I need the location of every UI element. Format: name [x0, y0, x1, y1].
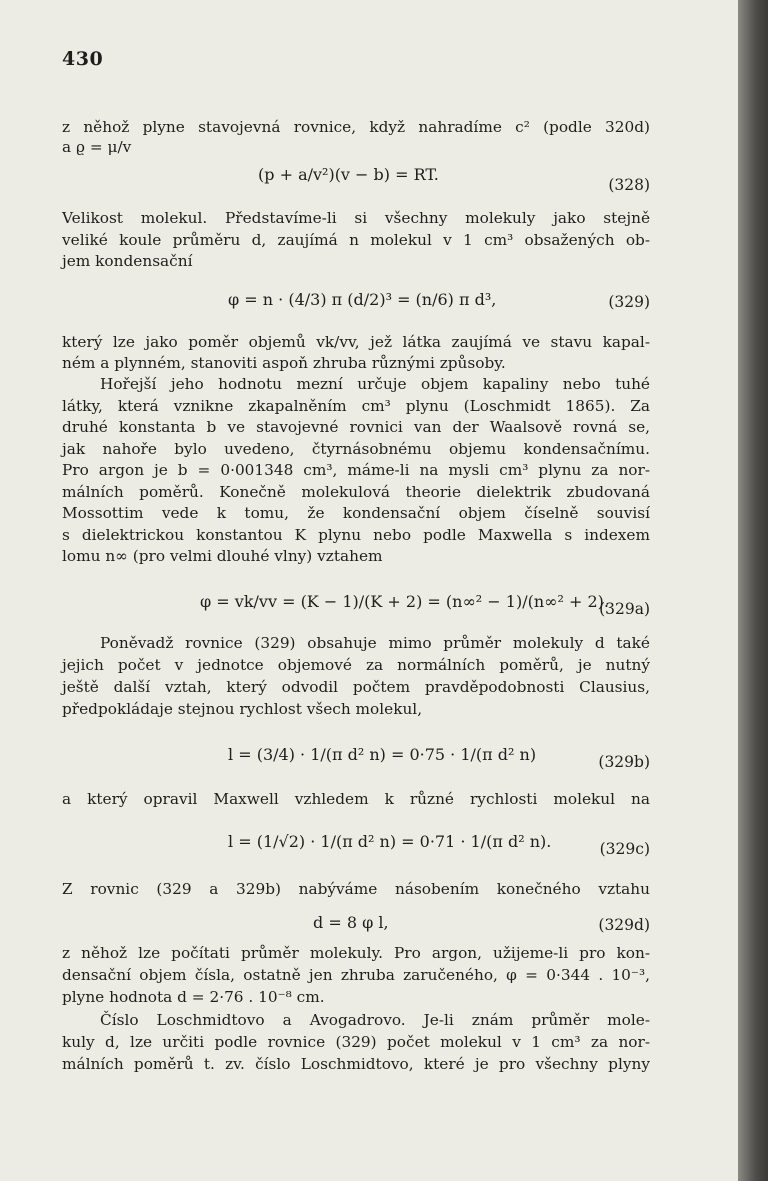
text-line: z něhož lze počítati průměr molekuly. Pro argon, užijeme-li pro kon-: [62, 944, 650, 962]
text-line: Hořejší jeho hodnotu mezní určuje objem kapaliny nebo tuhé: [100, 375, 650, 393]
book-gutter: [738, 0, 768, 1181]
text-line: densační objem čísla, ostatně jen zhruba zaručeného, φ = 0·344 . 10⁻³,: [62, 966, 650, 984]
equation-label: (329d): [598, 916, 650, 934]
text-line: a který opravil Maxwell vzhledem k různé rychlosti molekul na: [62, 790, 650, 808]
text-line: ještě další vztah, který odvodil počtem pravděpodobnosti Clausius,: [62, 678, 650, 696]
equation-label: (328): [608, 176, 650, 194]
equation-label: (329a): [599, 600, 650, 618]
text-line: málních poměrů t. zv. číslo Loschmidtovo, které je pro všechny plyny: [62, 1055, 650, 1073]
text-line: Poněvadž rovnice (329) obsahuje mimo průměr molekuly d také: [100, 634, 650, 652]
text-line: z něhož plyne stavojevná rovnice, když nahradíme c² (podle 320d): [62, 118, 650, 136]
text-line: Mossottim vede k tomu, že kondensační objem číselně souvisí: [62, 504, 650, 522]
text-line: a ϱ = μ/v: [62, 138, 132, 156]
equation-328: (p + a/v²)(v − b) = RT.: [258, 165, 439, 184]
text-line: lomu n∞ (pro velmi dlouhé vlny) vztahem: [62, 547, 383, 565]
text-line: předpokládaje stejnou rychlost všech molekul,: [62, 700, 423, 718]
text-line: Velikost molekul. Představíme-li si všechny molekuly jako stejně: [62, 209, 650, 227]
equation-label: (329c): [599, 840, 650, 858]
text-line: s dielektrickou konstantou K plynu nebo podle Maxwella s indexem: [62, 526, 650, 544]
text-line: Z rovnic (329 a 329b) nabýváme násobením konečného vztahu: [62, 880, 650, 898]
equation-329b: l = (3/4) · 1/(π d² n) = 0·75 · 1/(π d² n): [228, 745, 537, 764]
equation-329d: d = 8 φ l,: [313, 913, 389, 932]
equation-329a: φ = vk/vv = (K − 1)/(K + 2) = (n∞² − 1)/(n∞² + 2).: [200, 592, 609, 611]
text-line: látky, která vznikne zkapalněním cm³ plynu (Loschmidt 1865). Za: [62, 397, 650, 415]
equation-329: φ = n · (4/3) π (d/2)³ = (n/6) π d³,: [228, 290, 497, 309]
text-line: Číslo Loschmidtovo a Avogadrovo. Je-li znám průměr mole-: [100, 1011, 650, 1029]
text-line: jem kondensační: [62, 252, 193, 270]
text-line: který lze jako poměr objemů vk/vv, jež látka zaujímá ve stavu kapal-: [62, 333, 650, 351]
text-line: Pro argon je b = 0·001348 cm³, máme-li na mysli cm³ plynu za nor-: [62, 461, 650, 479]
text-line: jak nahoře bylo uvedeno, čtyrnásobnému objemu kondensačnímu.: [62, 440, 650, 458]
text-line: jejich počet v jednotce objemové za normálních poměrů, je nutný: [62, 656, 650, 674]
text-line: veliké koule průměru d, zaujímá n molekul v 1 cm³ obsažených ob-: [62, 231, 650, 249]
text-line: málních poměrů. Konečně molekulová theorie dielektrik zbudovaná: [62, 483, 650, 501]
text-line: kuly d, lze určiti podle rovnice (329) počet molekul v 1 cm³ za nor-: [62, 1033, 650, 1051]
equation-label: (329b): [598, 753, 650, 771]
text-line: druhé konstanta b ve stavojevné rovnici van der Waalsově rovná se,: [62, 418, 650, 436]
equation-329c: l = (1/√2) · 1/(π d² n) = 0·71 · 1/(π d² n).: [228, 832, 552, 851]
text-line: ném a plynném, stanoviti aspoň zhruba různými způsoby.: [62, 354, 506, 372]
page-number: 430: [62, 48, 104, 70]
equation-label: (329): [608, 293, 650, 311]
text-line: plyne hodnota d = 2·76 . 10⁻⁸ cm.: [62, 988, 325, 1006]
